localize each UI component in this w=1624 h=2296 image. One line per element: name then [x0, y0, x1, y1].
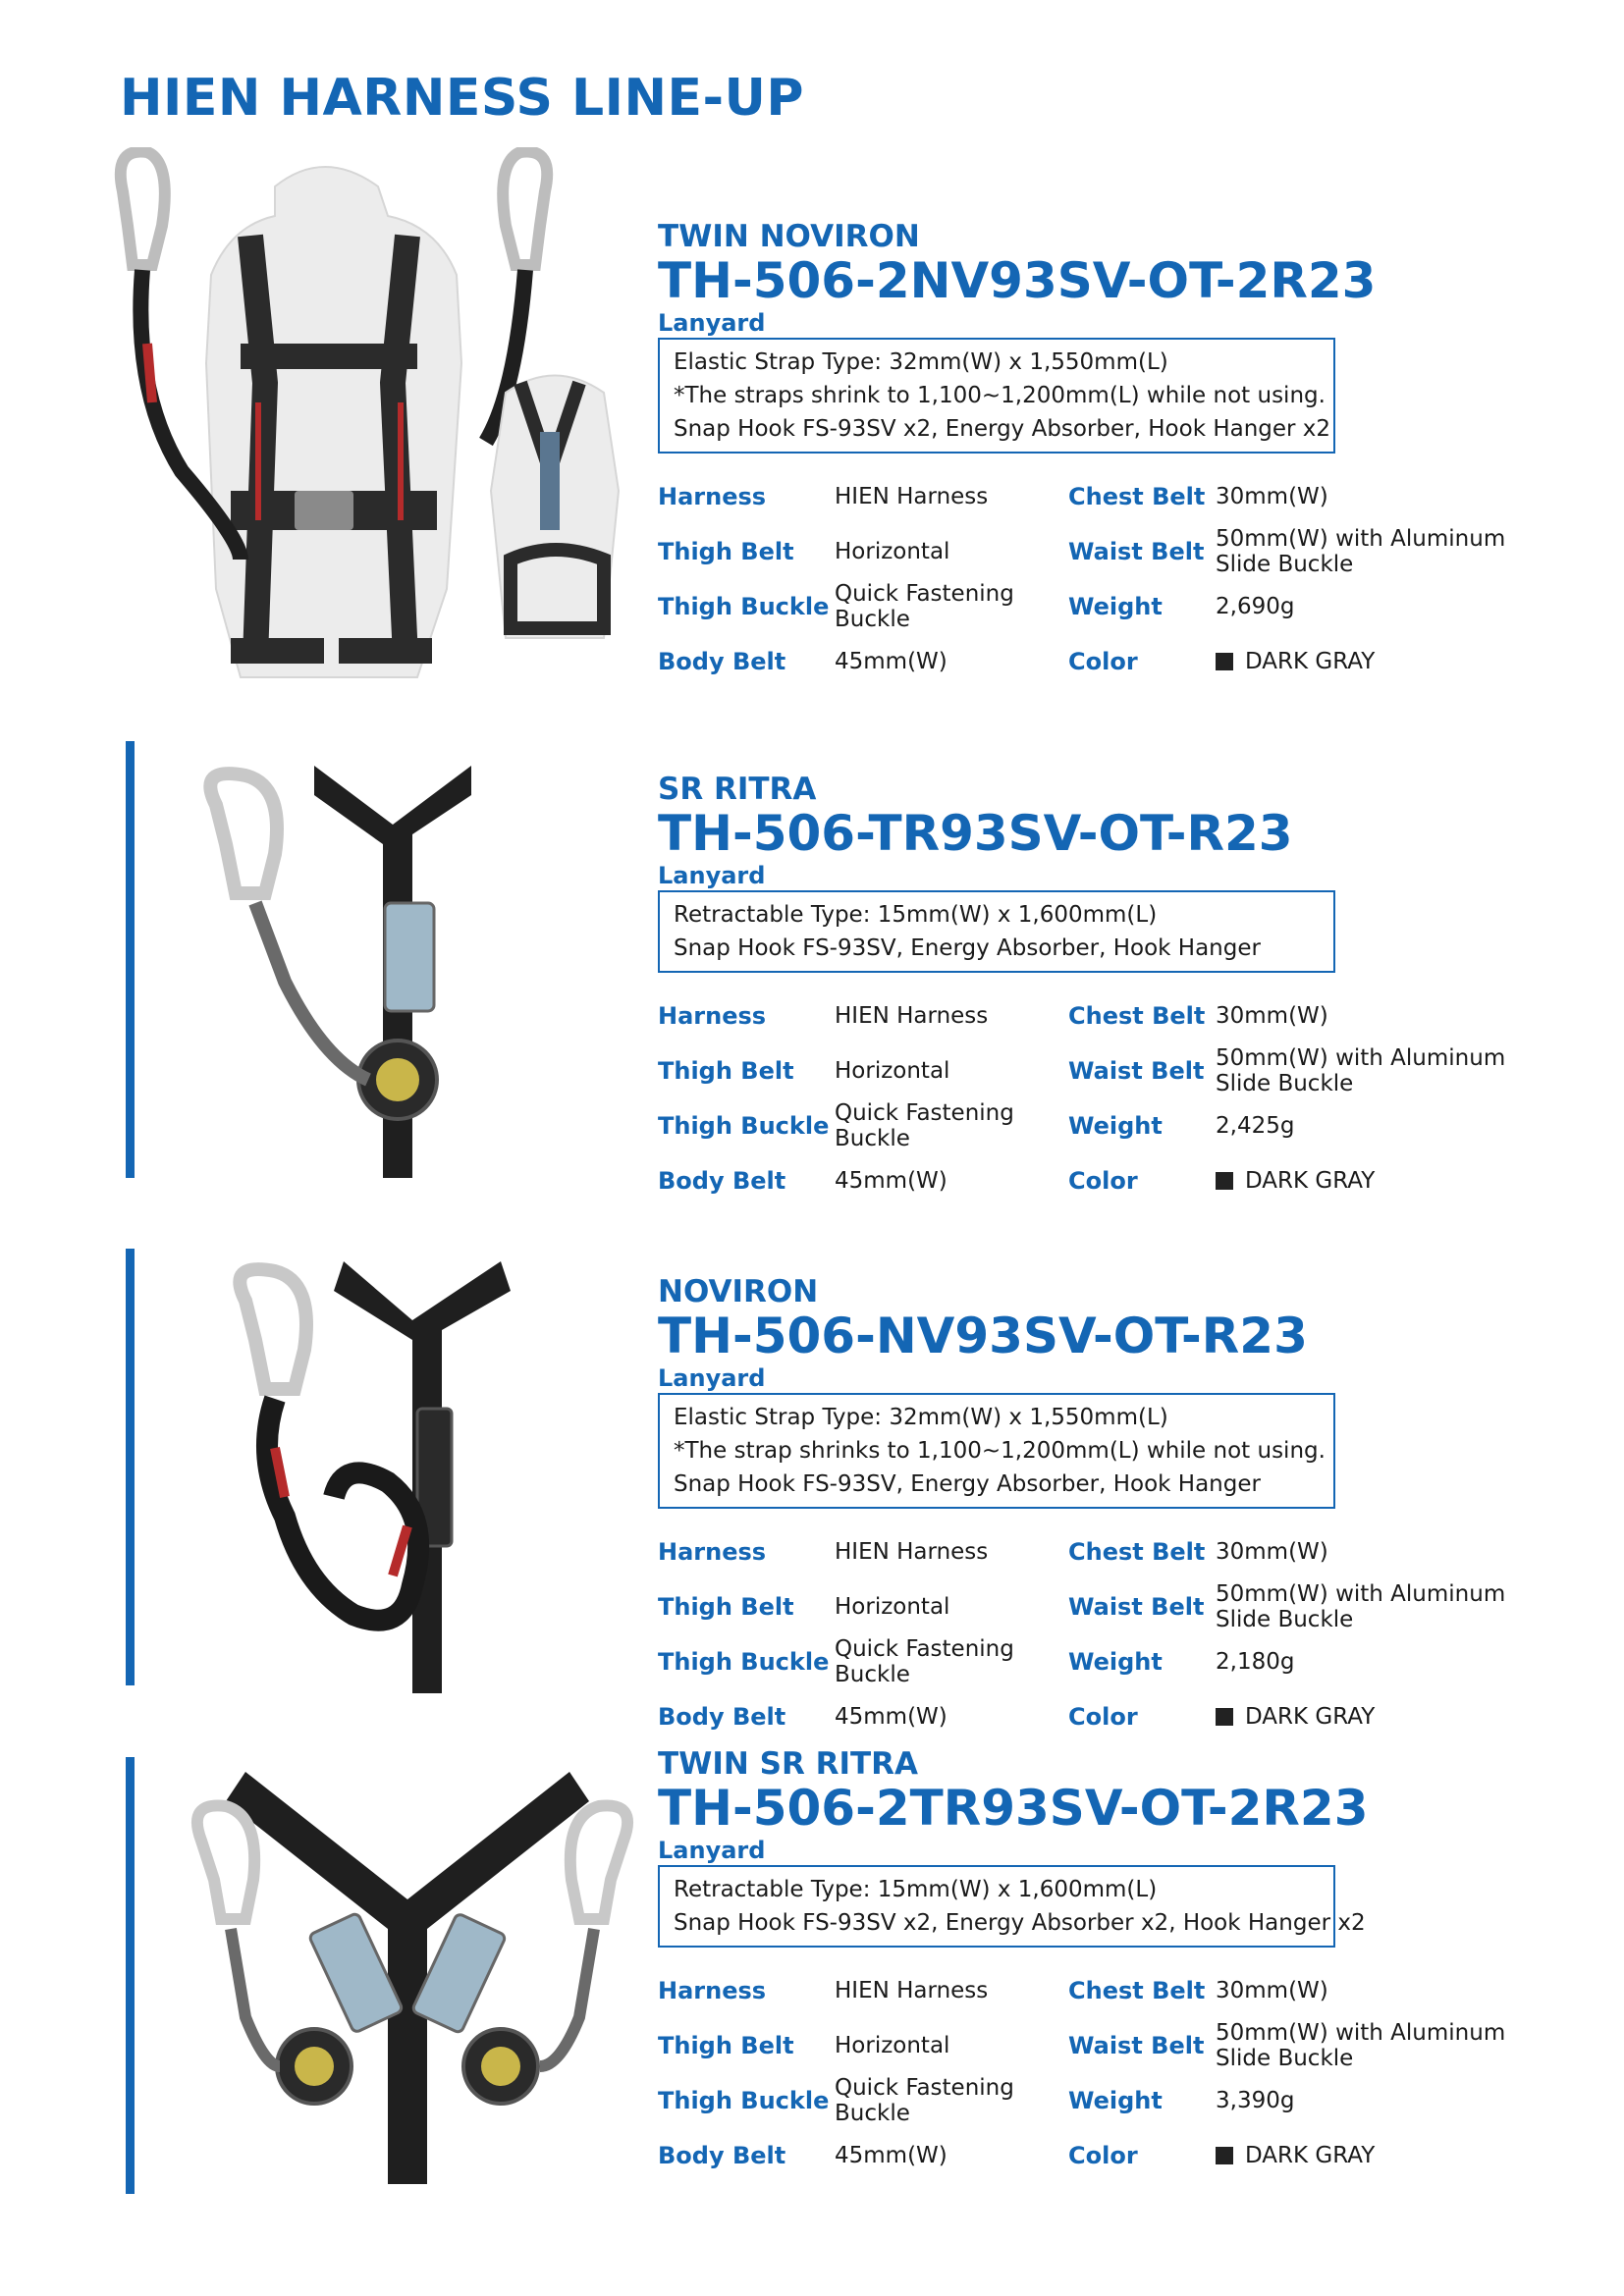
spec-value-body-belt: 45mm(W)	[835, 1704, 947, 1730]
spec-value-waist-belt: 50mm(W) with Aluminum Slide Buckle	[1216, 1581, 1506, 1632]
color-swatch-icon	[1216, 1172, 1233, 1190]
color-value-text: DARK GRAY	[1245, 649, 1376, 674]
spec-label-waist-belt: Waist Belt	[1068, 2032, 1205, 2059]
spec-label-thigh-belt: Thigh Belt	[658, 1057, 794, 1085]
lanyard-description-box	[658, 1393, 1335, 1509]
spec-label-harness: Harness	[658, 1538, 767, 1566]
lanyard-description-box	[658, 1865, 1366, 1948]
spec-table	[658, 1963, 1542, 2183]
spec-row	[658, 988, 1542, 1043]
spec-value-waist-belt: 50mm(W) with Aluminum Slide Buckle	[1216, 1045, 1506, 1096]
lanyard-line: Elastic Strap Type: 32mm(W) x 1,550mm(L)	[674, 1405, 1168, 1430]
spec-row	[658, 524, 1542, 579]
spec-label-thigh-buckle: Thigh Buckle	[658, 593, 830, 620]
spec-label-color: Color	[1068, 1703, 1138, 1731]
product-series: TWIN SR RITRA	[658, 1746, 919, 1782]
spec-label-thigh-belt: Thigh Belt	[658, 2032, 794, 2059]
spec-label-thigh-buckle: Thigh Buckle	[658, 2087, 830, 2114]
lanyard-line: Elastic Strap Type: 32mm(W) x 1,550mm(L)	[674, 349, 1168, 375]
spec-table	[658, 1524, 1542, 1744]
spec-label-harness: Harness	[658, 483, 767, 510]
spec-value-thigh-belt: Horizontal	[835, 2033, 950, 2058]
spec-label-waist-belt: Waist Belt	[1068, 1593, 1205, 1621]
lanyard-line: *The strap shrinks to 1,100~1,200mm(L) while not using.	[674, 1438, 1326, 1464]
spec-label-thigh-belt: Thigh Belt	[658, 538, 794, 565]
spec-value-body-belt: 45mm(W)	[835, 1168, 947, 1194]
spec-label-chest-belt: Chest Belt	[1068, 1977, 1206, 2004]
product-series: SR RITRA	[658, 772, 817, 807]
spec-row	[658, 469, 1542, 524]
lanyard-label: Lanyard	[658, 862, 766, 889]
lanyard-description-box	[658, 338, 1335, 454]
color-value-text: DARK GRAY	[1245, 1704, 1376, 1730]
lanyard-line: *The straps shrink to 1,100~1,200mm(L) while not using.	[674, 383, 1326, 408]
lanyard-line: Snap Hook FS-93SV, Energy Absorber, Hook Hanger	[674, 935, 1261, 961]
spec-label-chest-belt: Chest Belt	[1068, 1002, 1206, 1030]
spec-label-thigh-belt: Thigh Belt	[658, 1593, 794, 1621]
lanyard-line: Snap Hook FS-93SV x2, Energy Absorber, Hook Hanger x2	[674, 416, 1331, 442]
spec-label-body-belt: Body Belt	[658, 1167, 786, 1195]
lanyard-line: Snap Hook FS-93SV, Energy Absorber, Hook Hanger	[674, 1471, 1261, 1497]
spec-label-color: Color	[1068, 648, 1138, 675]
product-model: TH-506-2NV93SV-OT-2R23	[658, 252, 1377, 309]
spec-value-weight: 3,390g	[1216, 2088, 1295, 2113]
lanyard-line: Retractable Type: 15mm(W) x 1,600mm(L)	[674, 1877, 1158, 1902]
page-title: HIEN HARNESS LINE-UP	[120, 69, 804, 128]
spec-table	[658, 469, 1542, 689]
product-info	[658, 218, 1542, 689]
spec-row	[658, 579, 1542, 634]
lanyard-label: Lanyard	[658, 309, 766, 337]
spec-table	[658, 988, 1542, 1208]
lanyard-label: Lanyard	[658, 1837, 766, 1864]
spec-label-body-belt: Body Belt	[658, 1703, 786, 1731]
spec-label-weight: Weight	[1068, 2087, 1163, 2114]
spec-label-thigh-buckle: Thigh Buckle	[658, 1112, 830, 1140]
lanyard-label: Lanyard	[658, 1364, 766, 1392]
section-accent-bar	[126, 1757, 135, 2194]
lanyard-line: Snap Hook FS-93SV x2, Energy Absorber x2, Hook Hanger x2	[674, 1910, 1366, 1936]
spec-value-thigh-buckle: Quick Fastening Buckle	[835, 581, 1014, 632]
spec-value-thigh-belt: Horizontal	[835, 1058, 950, 1084]
spec-value-chest-belt: 30mm(W)	[1216, 1539, 1328, 1565]
spec-value-color	[1216, 2128, 1540, 2183]
product-info	[658, 1273, 1542, 1744]
spec-value-thigh-belt: Horizontal	[835, 539, 950, 564]
product-series: TWIN NOVIRON	[658, 219, 920, 254]
section-accent-bar	[126, 741, 135, 1178]
spec-row	[658, 2018, 1542, 2073]
retractable-lanyard-image	[177, 766, 471, 1178]
product-info	[658, 1745, 1542, 2183]
spec-value-chest-belt: 30mm(W)	[1216, 1003, 1328, 1029]
product-series: NOVIRON	[658, 1274, 819, 1309]
spec-row	[658, 1689, 1542, 1744]
spec-label-weight: Weight	[1068, 1648, 1163, 1676]
spec-label-chest-belt: Chest Belt	[1068, 483, 1206, 510]
spec-value-thigh-buckle: Quick Fastening Buckle	[835, 2075, 1014, 2126]
spec-value-weight: 2,180g	[1216, 1649, 1295, 1675]
twin-retractable-lanyard-image	[187, 1772, 638, 2184]
harness-mannequin-image	[93, 147, 653, 697]
spec-value-color	[1216, 1689, 1540, 1744]
spec-row	[658, 1043, 1542, 1098]
product-model: TH-506-2TR93SV-OT-2R23	[658, 1780, 1369, 1837]
spec-value-thigh-belt: Horizontal	[835, 1594, 950, 1620]
product-info	[658, 771, 1542, 1208]
spec-value-color	[1216, 1153, 1540, 1208]
spec-value-waist-belt: 50mm(W) with Aluminum Slide Buckle	[1216, 2020, 1506, 2071]
spec-label-chest-belt: Chest Belt	[1068, 1538, 1206, 1566]
spec-value-color	[1216, 634, 1540, 689]
spec-value-harness: HIEN Harness	[835, 484, 989, 509]
elastic-lanyard-image	[216, 1261, 530, 1693]
spec-value-harness: HIEN Harness	[835, 1003, 989, 1029]
color-value-text: DARK GRAY	[1245, 2143, 1376, 2168]
spec-value-chest-belt: 30mm(W)	[1216, 1978, 1328, 2003]
product-model: TH-506-NV93SV-OT-R23	[658, 1308, 1308, 1364]
spec-value-body-belt: 45mm(W)	[835, 649, 947, 674]
spec-row	[658, 2073, 1542, 2128]
spec-label-color: Color	[1068, 1167, 1138, 1195]
color-swatch-icon	[1216, 1708, 1233, 1726]
spec-row	[658, 1963, 1542, 2018]
spec-label-weight: Weight	[1068, 1112, 1163, 1140]
spec-row	[658, 634, 1542, 689]
lanyard-line: Retractable Type: 15mm(W) x 1,600mm(L)	[674, 902, 1158, 928]
spec-row	[658, 1634, 1542, 1689]
lanyard-description-box	[658, 890, 1335, 973]
spec-value-waist-belt: 50mm(W) with Aluminum Slide Buckle	[1216, 526, 1506, 577]
spec-row	[658, 1524, 1542, 1579]
spec-value-weight: 2,425g	[1216, 1113, 1295, 1139]
spec-value-weight: 2,690g	[1216, 594, 1295, 619]
spec-label-harness: Harness	[658, 1977, 767, 2004]
spec-label-waist-belt: Waist Belt	[1068, 1057, 1205, 1085]
color-swatch-icon	[1216, 2147, 1233, 2164]
spec-row	[658, 1098, 1542, 1153]
spec-label-body-belt: Body Belt	[658, 648, 786, 675]
spec-value-harness: HIEN Harness	[835, 1539, 989, 1565]
product-model: TH-506-TR93SV-OT-R23	[658, 805, 1293, 862]
spec-label-weight: Weight	[1068, 593, 1163, 620]
spec-value-thigh-buckle: Quick Fastening Buckle	[835, 1100, 1014, 1151]
color-value-text: DARK GRAY	[1245, 1168, 1376, 1194]
spec-label-thigh-buckle: Thigh Buckle	[658, 1648, 830, 1676]
spec-row	[658, 1579, 1542, 1634]
spec-value-harness: HIEN Harness	[835, 1978, 989, 2003]
spec-label-color: Color	[1068, 2142, 1138, 2169]
spec-value-thigh-buckle: Quick Fastening Buckle	[835, 1636, 1014, 1687]
spec-label-harness: Harness	[658, 1002, 767, 1030]
spec-label-waist-belt: Waist Belt	[1068, 538, 1205, 565]
spec-value-chest-belt: 30mm(W)	[1216, 484, 1328, 509]
spec-value-body-belt: 45mm(W)	[835, 2143, 947, 2168]
section-accent-bar	[126, 1249, 135, 1685]
spec-row	[658, 2128, 1542, 2183]
spec-label-body-belt: Body Belt	[658, 2142, 786, 2169]
spec-row	[658, 1153, 1542, 1208]
color-swatch-icon	[1216, 653, 1233, 670]
